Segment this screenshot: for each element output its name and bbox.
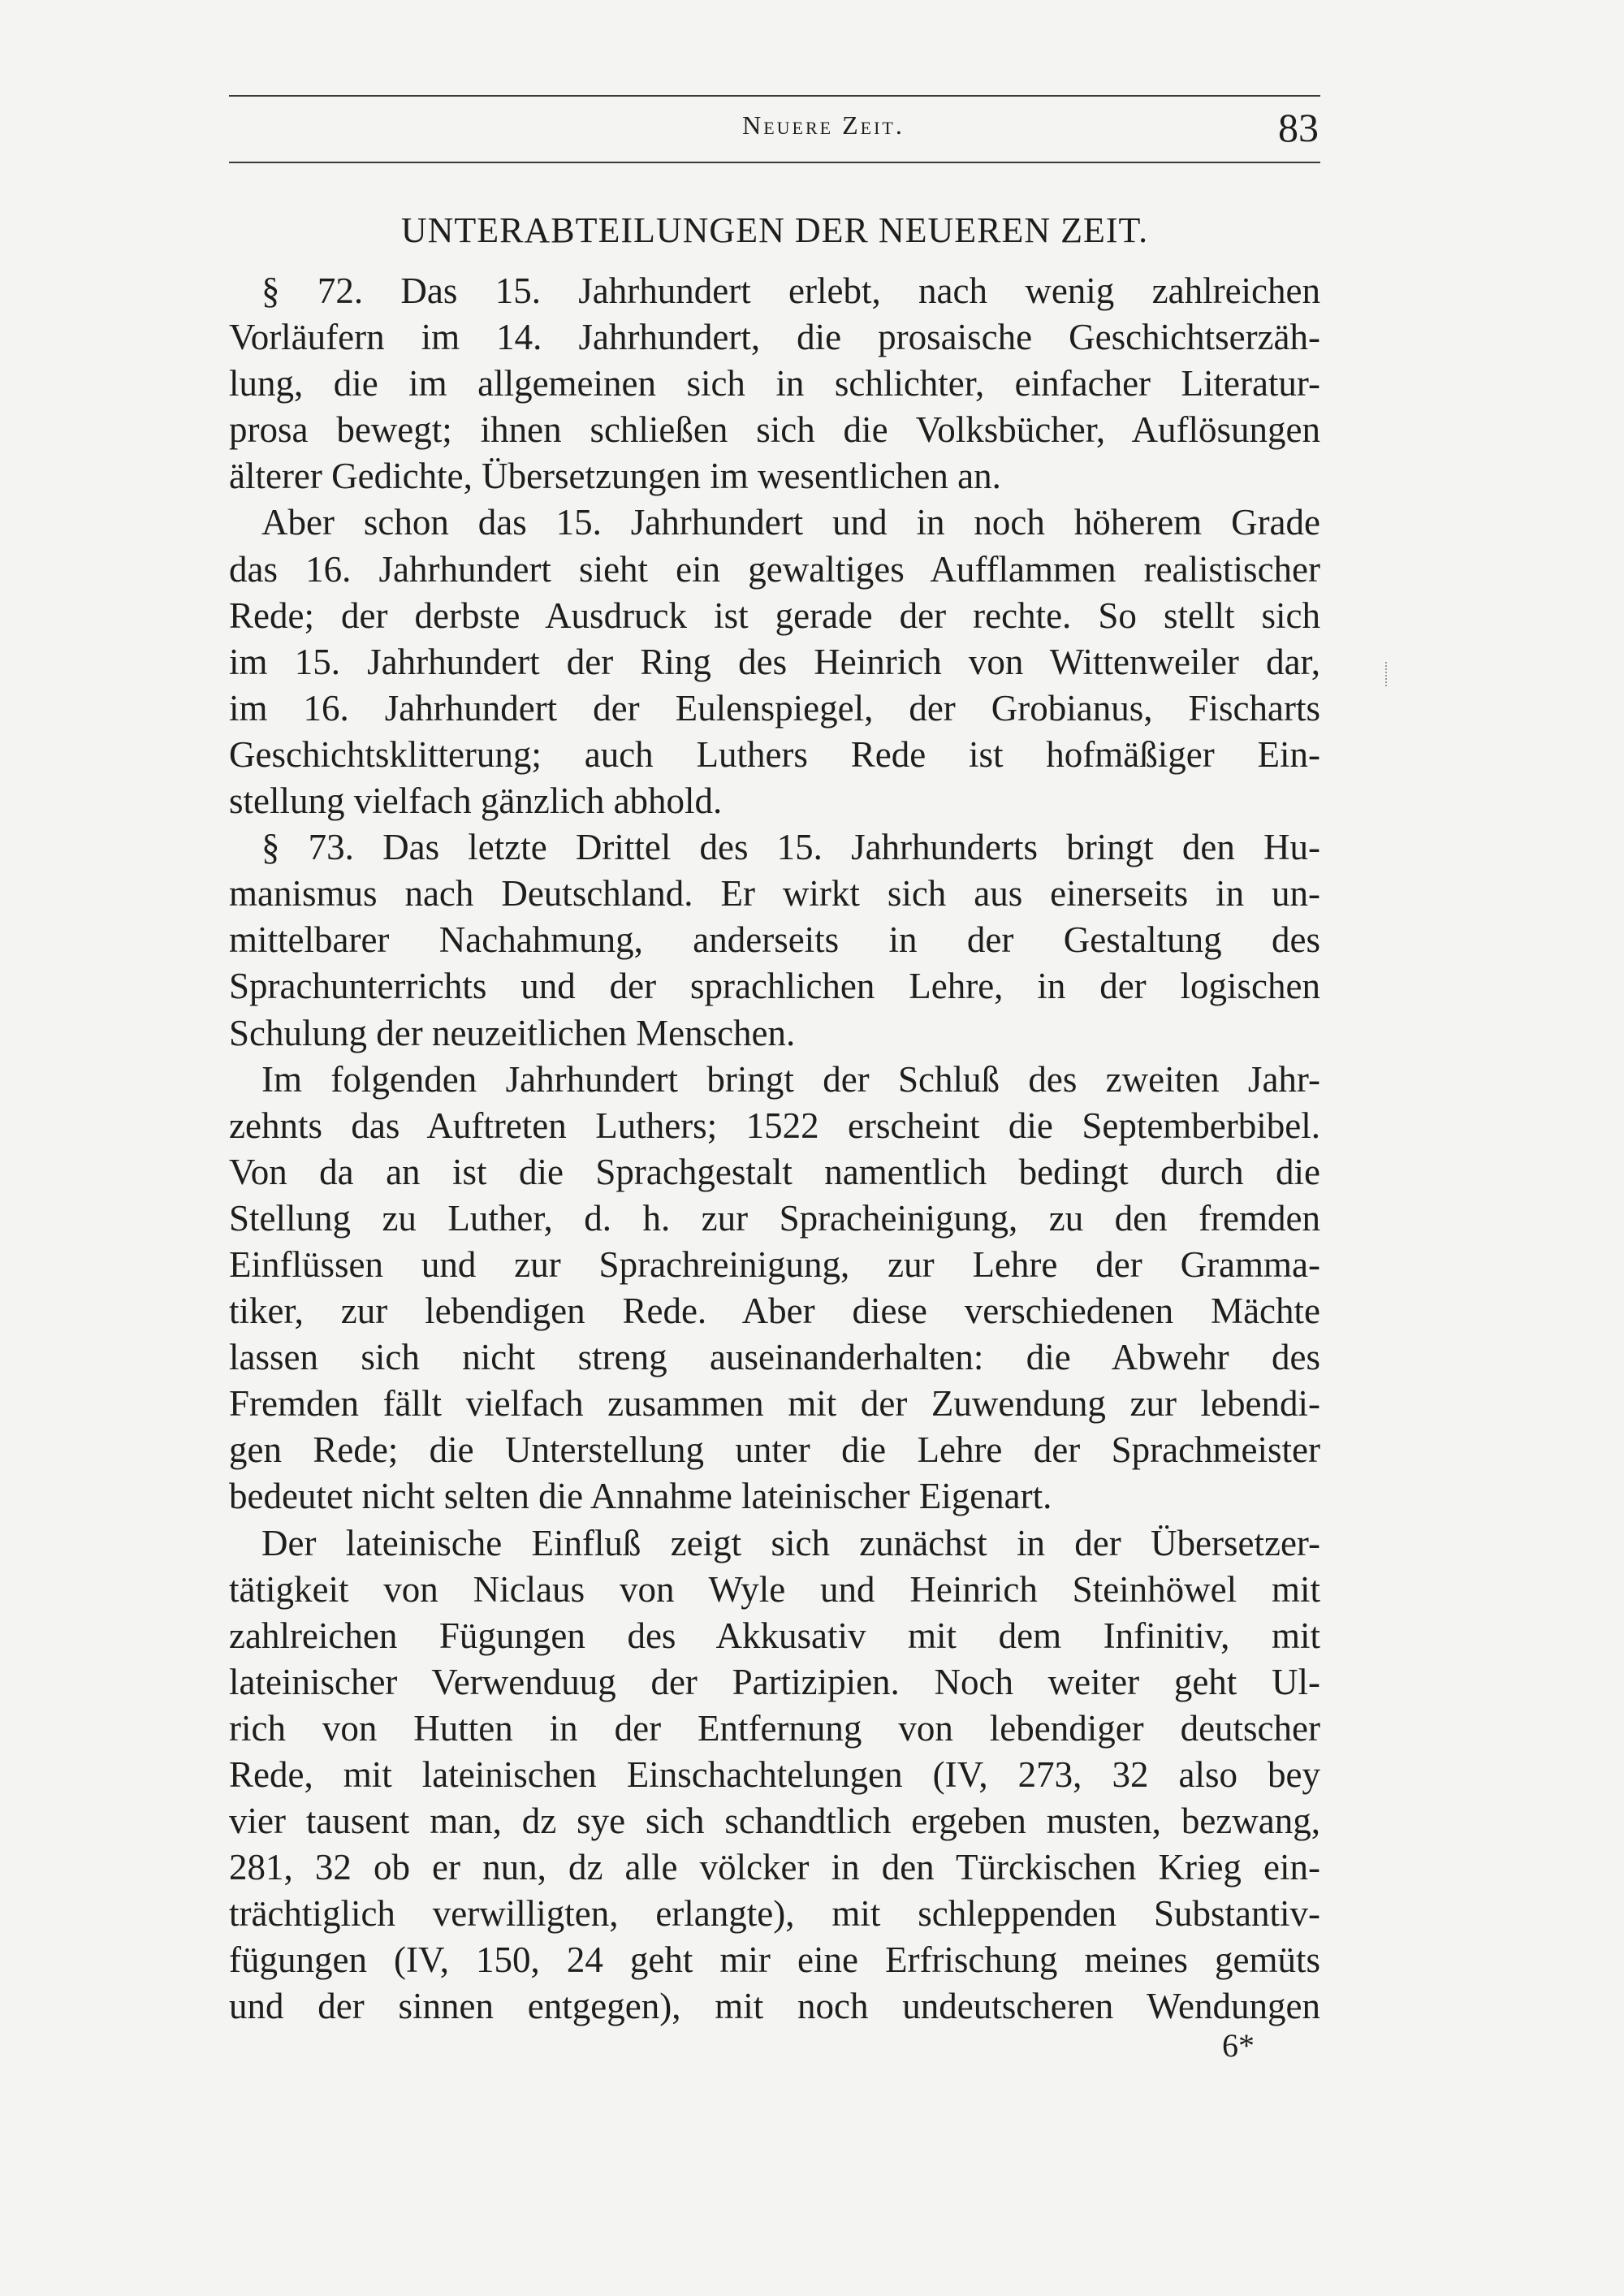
- running-head: [229, 107, 1320, 156]
- text-line: lassen sich nicht streng auseinanderhalten: die Abwehr des: [229, 1337, 1320, 1378]
- text-line: zahlreichen Fügungen des Akkusativ mit dem Infinitiv, mit: [229, 1615, 1320, 1656]
- text-line: trächtiglich verwilligten, erlangte), mit schleppenden Substantiv-: [229, 1893, 1320, 1935]
- text-line: Sprachunterrichts und der sprachlichen Lehre, in der logischen: [229, 966, 1320, 1007]
- text-line: stellung vielfach gänzlich abhold.: [229, 780, 723, 822]
- text-line: lateinischer Verwenduug der Partizipien. Noch weiter geht Ul-: [229, 1661, 1320, 1702]
- text-line: Geschichtsklitterung; auch Luthers Rede ist hofmäßiger Ein-: [229, 733, 1320, 775]
- text-line: Einflüssen und zur Sprachreinigung, zur Lehre der Gramma-: [229, 1243, 1320, 1285]
- text-line: Vorläufern im 14. Jahrhundert, die prosaische Geschichtserzäh-: [229, 317, 1320, 358]
- text-line: im 15. Jahrhundert der Ring des Heinrich von Wittenweiler dar,: [229, 641, 1320, 682]
- text-line: § 72. Das 15. Jahrhundert erlebt, nach wenig zahlreichen: [261, 270, 1320, 311]
- signature-mark: 6*: [1222, 2027, 1255, 2064]
- text-line: prosa bewegt; ihnen schließen sich die Volksbücher, Auflösungen: [229, 409, 1320, 451]
- header-rule-bottom: [229, 162, 1320, 163]
- text-line: älterer Gedichte, Übersetzungen im wesentlichen an.: [229, 456, 1001, 497]
- text-line: tätigkeit von Niclaus von Wyle und Heinrich Steinhöwel mit: [229, 1568, 1320, 1610]
- margin-speck: [1385, 662, 1390, 686]
- text-line: Fremden fällt vielfach zusammen mit der Zuwendung zur lebendi-: [229, 1383, 1320, 1425]
- text-line: Stellung zu Luther, d. h. zur Spracheinigung, zu den fremden: [229, 1197, 1320, 1239]
- text-line: Der lateinische Einfluß zeigt sich zunächst in der Übersetzer-: [261, 1522, 1320, 1563]
- text-line: manismus nach Deutschland. Er wirkt sich aus einerseits in un-: [229, 873, 1320, 915]
- section-heading: UNTERABTEILUNGEN DER NEUEREN ZEIT.: [400, 210, 1149, 250]
- text-line: lung, die im allgemeinen sich in schlichter, einfacher Literatur-: [229, 363, 1320, 404]
- text-line: bedeutet nicht selten die Annahme lateinischer Eigenart.: [229, 1476, 1052, 1517]
- text-line: fügungen (IV, 150, 24 geht mir eine Erfrischung meines gemüts: [229, 1939, 1320, 1981]
- page-number: 83: [1278, 105, 1319, 150]
- text-line: Aber schon das 15. Jahrhundert und in noch höherem Grade: [261, 502, 1320, 543]
- text-line: gen Rede; die Unterstellung unter die Lehre der Sprachmeister: [229, 1429, 1320, 1471]
- text-line: Rede; der derbste Ausdruck ist gerade der rechte. So stellt sich: [229, 595, 1320, 636]
- text-line: rich von Hutten in der Entfernung von lebendiger deutscher: [229, 1707, 1320, 1749]
- header-rule-top: [229, 95, 1320, 97]
- text-line: Von da an ist die Sprachgestalt namentlich bedingt durch die: [229, 1151, 1320, 1192]
- text-line: Im folgenden Jahrhundert bringt der Schluß des zweiten Jahr-: [261, 1058, 1320, 1100]
- text-line: mittelbarer Nachahmung, anderseits in der Gestaltung des: [229, 919, 1320, 961]
- text-line: Schulung der neuzeitlichen Menschen.: [229, 1012, 796, 1053]
- body-text: [229, 268, 1320, 2030]
- running-title: Neuere Zeit.: [742, 110, 905, 140]
- text-line: vier tausent man, dz sye sich schandtlich ergeben musten, bezwang,: [229, 1801, 1320, 1842]
- text-line: und der sinnen entgegen), mit noch undeutscheren Wendungen: [229, 1986, 1320, 2027]
- text-line: Rede, mit lateinischen Einschachtelungen (IV, 273, 32 also bey: [229, 1754, 1320, 1795]
- text-line: § 73. Das letzte Drittel des 15. Jahrhunderts bringt den Hu-: [261, 827, 1320, 868]
- text-line: im 16. Jahrhundert der Eulenspiegel, der Grobianus, Fischarts: [229, 687, 1320, 729]
- text-line: tiker, zur lebendigen Rede. Aber diese verschiedenen Mächte: [229, 1291, 1320, 1332]
- text-line: zehnts das Auftreten Luthers; 1522 erscheint die Septemberbibel.: [229, 1105, 1320, 1146]
- text-line: 281, 32 ob er nun, dz alle völcker in den Türckischen Krieg ein-: [229, 1847, 1320, 1888]
- text-line: das 16. Jahrhundert sieht ein gewaltiges Aufflammen realistischer: [229, 548, 1320, 590]
